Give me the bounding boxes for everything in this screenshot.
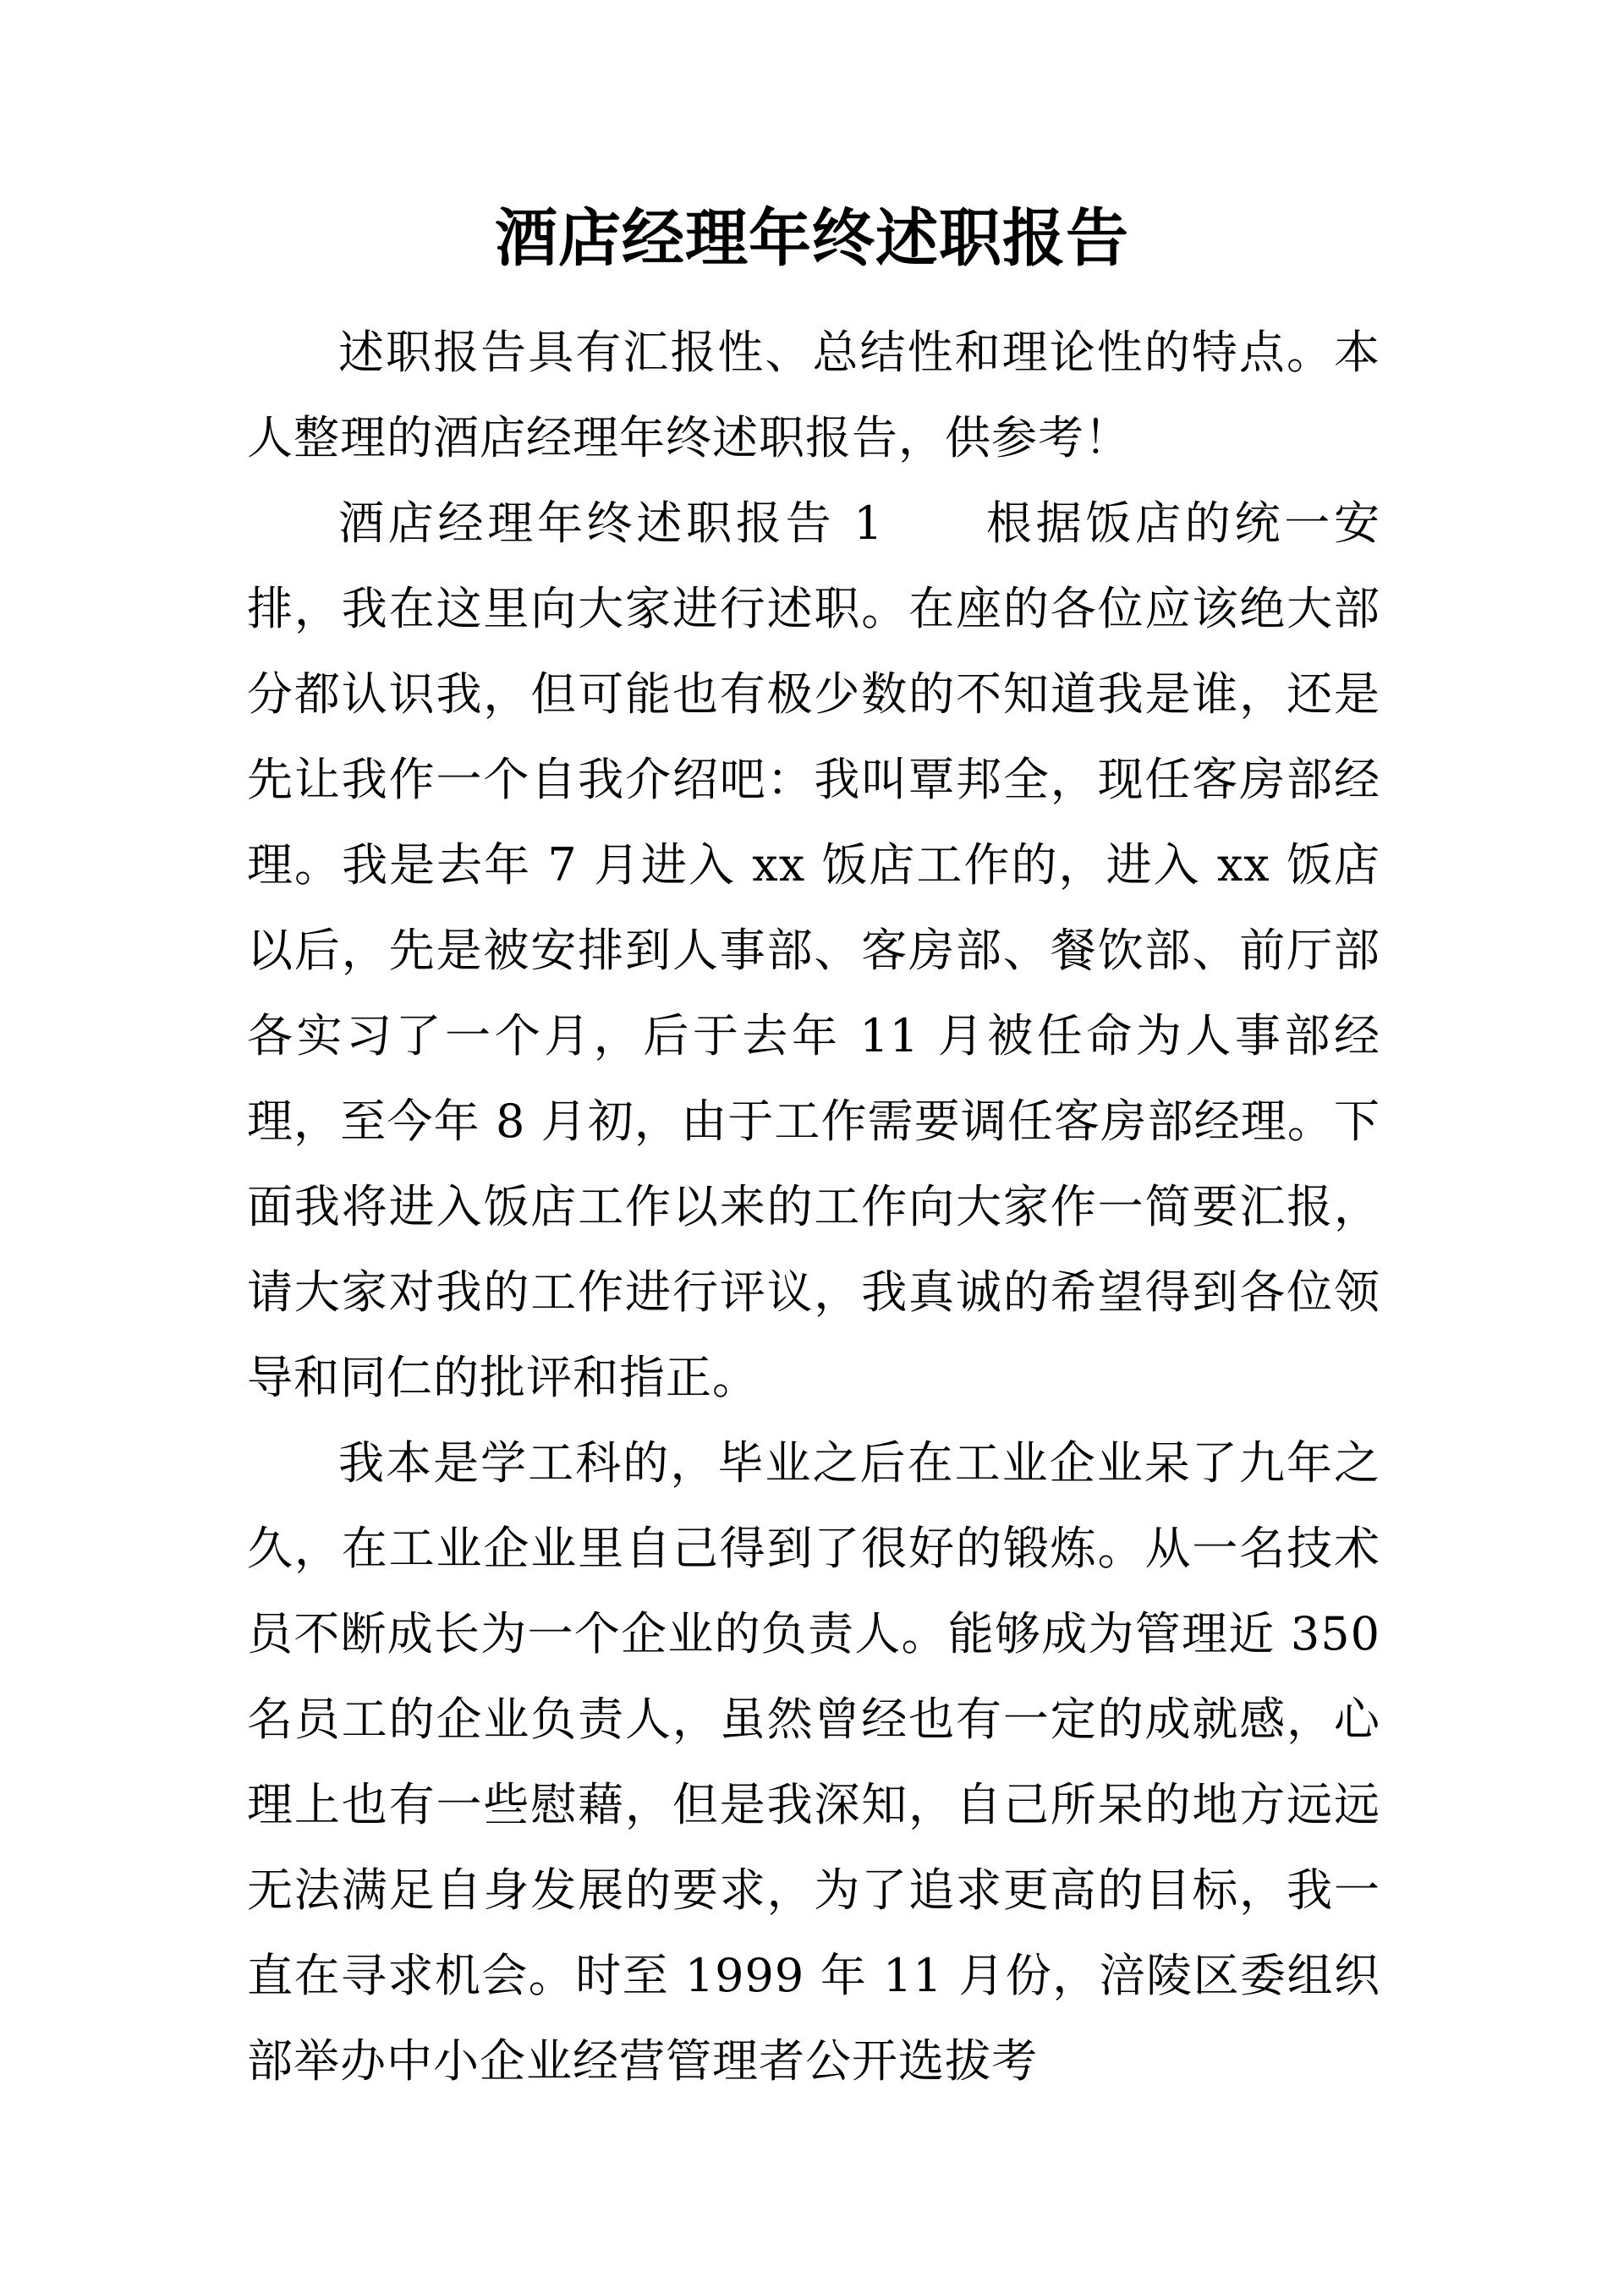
paragraph-report-1: 酒店经理年终述职报告 1 根据饭店的统一安排，我在这里向大家进行述职。在座的各位应该绝大部分都认识我，但可能也有极少数的不知道我是谁，还是先让我作一个自我介绍吧：我叫覃邦全，现任客房部经理。我是去年 7 月进入 xx 饭店工作的，进入 xx 饭店以后，先是被安排到人事部、客房部、餐饮部、前厅部各实习了一个月，后于去年 11 月被任命为人事部经理，至今年 8 月初，由于工作需要调任客房部经理。下面我将进入饭店工作以来的工作向大家作一简要汇报，请大家对我的工作进行评议，我真诚的希望得到各位领导和同仁的批评和指正。 xyxy=(247,497,1380,1404)
paragraph-background: 我本是学工科的，毕业之后在工业企业呆了九年之久，在工业企业里自己得到了很好的锻炼。从一名技术员不断成长为一个企业的负责人。能够成为管理近 350 名员工的企业负责人，虽然曾经也有一定的成就感，心理上也有一些慰藉，但是我深知，自己所呆的地方远远无法满足自身发展的要求，为了追求更高的目标，我一直在寻求机会。时至 1999 年 11 月份，涪陵区委组织部举办中小企业经营管理者公开选拔考 xyxy=(247,1436,1380,2088)
document-body xyxy=(247,310,1380,2104)
paragraph-intro: 述职报告具有汇报性、总结性和理论性的特点。本人整理的酒店经理年终述职报告，供参考！ xyxy=(247,326,1380,464)
document-title: 酒店经理年终述职报告 xyxy=(495,202,1129,275)
